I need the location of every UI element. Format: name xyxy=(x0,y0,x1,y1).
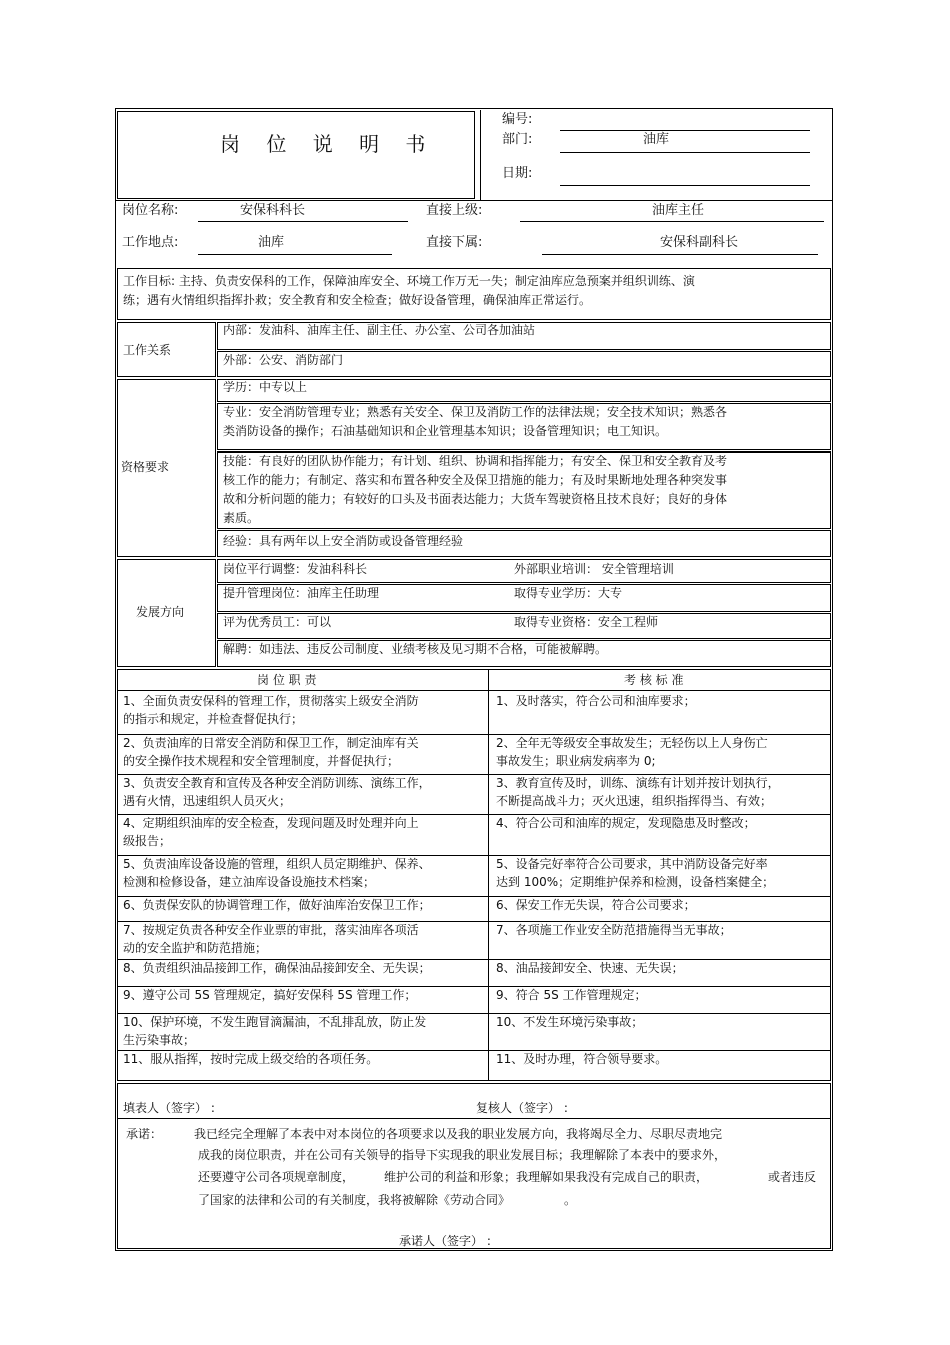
duty-cell-line: 级报告； xyxy=(123,834,172,848)
superior-field[interactable] xyxy=(520,221,824,222)
duty-cell-line: 遇有火情，迅速组织人员灭火； xyxy=(123,794,292,808)
external-training: 外部职业培训： 安全管理培训 xyxy=(514,562,674,576)
commitment-line-3c: 或者违反 xyxy=(768,1170,817,1184)
number-label: 编号: xyxy=(502,112,533,127)
standard-cell-line: 9、符合 5S 工作管理规定； xyxy=(496,988,647,1002)
superior-value: 油库主任 xyxy=(652,203,705,218)
standard-header: 考 核 标 准 xyxy=(624,673,684,687)
relations-internal: 内部：发油科、油库主任、副主任、办公室、公司各加油站 xyxy=(223,323,536,337)
dept-label: 部门: xyxy=(502,132,533,147)
standard-cell-line: 2、全年无等级安全事故发生；无轻伤以上人身伤亡 xyxy=(496,736,768,750)
relations-external: 外部：公安、消防部门 xyxy=(223,353,344,367)
duty-cell-line: 11、服从指挥，按时完成上级交给的各项任务。 xyxy=(123,1052,379,1066)
duty-cell-line: 1、全面负责安保科的管理工作，贯彻落实上级安全消防 xyxy=(123,694,419,708)
subordinate-value: 安保科副科长 xyxy=(660,235,739,250)
signature-section xyxy=(117,1083,831,1249)
position-label: 岗位名称: xyxy=(122,203,179,218)
superior-label: 直接上级: xyxy=(426,203,483,218)
qualifications-label: 资格要求 xyxy=(121,460,170,474)
duty-cell-line: 的安全操作技术规程和安全管理制度，并督促执行； xyxy=(123,754,400,768)
skills-line-3: 故和分析问题的能力；有较好的口头及书面表达能力；大货车驾驶资格且技术良好；良好的身体 xyxy=(223,492,728,506)
location-value: 油库 xyxy=(258,235,285,250)
commitment-line-4a: 了国家的法律和公司的有关制度，我将被解除《劳动合同》 xyxy=(198,1193,511,1207)
commitment-line-3b: 维护公司的利益和形象；我理解如果我没有完成自己的职责， xyxy=(384,1170,709,1184)
table-row-divider xyxy=(117,690,831,691)
location-field[interactable] xyxy=(198,254,392,255)
skills-line-4: 素质。 xyxy=(223,511,260,525)
committer-signature: 承诺人（签字） : xyxy=(399,1234,491,1248)
standard-cell-line: 1、及时落实，符合公司和油库要求； xyxy=(496,694,696,708)
standard-cell-line: 5、设备完好率符合公司要求，其中消防设备完好率 xyxy=(496,857,768,871)
commitment-line-2: 成我的岗位职责，并在公司有关领导的指导下实现我的职业发展目标；我理解除了本表中的要求外， xyxy=(198,1148,727,1162)
duty-cell-line: 7、按规定负责各种安全作业票的审批，落实油库各项活 xyxy=(123,923,419,937)
section-divider xyxy=(116,200,832,201)
duty-cell-line: 2、负责油库的日常安全消防和保卫工作，制定油库有关 xyxy=(123,736,419,750)
promotion: 提升管理岗位：油库主任助理 xyxy=(223,586,380,600)
duty-cell-line: 9、遵守公司 5S 管理规定，搞好安保科 5S 管理工作； xyxy=(123,988,417,1002)
dept-field[interactable] xyxy=(560,152,810,153)
duty-cell-line: 10、保护环境，不发生跑冒滴漏油，不乱排乱放，防止发 xyxy=(123,1015,427,1029)
header-divider xyxy=(480,110,481,200)
duty-cell-line: 5、负责油库设备设施的管理，组织人员定期维护、保养、 xyxy=(123,857,431,871)
commitment-line-4b: 。 xyxy=(564,1193,577,1207)
duty-cell-line: 6、负责保安队的协调管理工作，做好油库治安保卫工作； xyxy=(123,898,431,912)
duty-cell-line: 检测和检修设备，建立油库设备设施技术档案； xyxy=(123,875,376,889)
commitment-line-1: 我已经完全理解了本表中对本岗位的各项要求以及我的职业发展方向，我将竭尽全力、尽职尽责地完 xyxy=(194,1127,723,1141)
goal-line-1: 工作目标: 主持、负责安保科的工作，保障油库安全、环境工作万无一失；制定油库应急预案并组织训练、演 xyxy=(123,274,695,288)
degree: 取得专业学历：大专 xyxy=(514,586,623,600)
standard-cell-line: 8、油品接卸安全、快速、无失误； xyxy=(496,961,684,975)
standard-cell-line: 3、教育宣传及时，训练、演练有计划并按计划执行， xyxy=(496,776,780,790)
commitment-line-3a: 还要遵守公司各项规章制度， xyxy=(198,1170,355,1184)
signature-divider xyxy=(117,1118,831,1119)
lateral-move: 岗位平行调整：发油科科长 xyxy=(223,562,368,576)
experience: 经验：具有两年以上安全消防或设备管理经验 xyxy=(223,534,464,548)
number-field[interactable] xyxy=(560,130,810,131)
standard-cell-line: 事故发生；职业病发病率为 0; xyxy=(496,754,656,768)
award: 评为优秀员工：可以 xyxy=(223,615,332,629)
duty-cell-line: 生污染事故； xyxy=(123,1033,196,1047)
duty-header: 岗 位 职 责 xyxy=(257,673,317,687)
position-value: 安保科科长 xyxy=(240,203,306,218)
subordinate-field[interactable] xyxy=(542,254,818,255)
goal-line-2: 练；遇有火情组织指挥扑救；安全教育和安全检查；做好设备管理，确保油库正常运行。 xyxy=(123,293,592,307)
standard-cell-line: 达到 100%；定期维护保养和检测，设备档案健全； xyxy=(496,875,775,889)
standard-cell-line: 6、保安工作无失误，符合公司要求； xyxy=(496,898,696,912)
standard-cell-line: 不断提高战斗力；灭火迅速，组织指挥得当、有效； xyxy=(496,794,773,808)
duty-cell-line: 4、定期组织油库的安全检查，发现问题及时处理并向上 xyxy=(123,816,419,830)
skills-line-1: 技能：有良好的团队协作能力；有计划、组织、协调和指挥能力；有安全、保卫和安全教育及考 xyxy=(223,454,728,468)
subordinate-label: 直接下属: xyxy=(426,235,483,250)
education-cell xyxy=(217,379,831,402)
date-field[interactable] xyxy=(560,185,810,186)
location-label: 工作地点: xyxy=(122,235,179,250)
duty-cell-line: 8、负责组织油品接卸工作，确保油品接卸安全、无失误； xyxy=(123,961,431,975)
education: 学历：中专以上 xyxy=(223,380,308,394)
page-title: 岗 位 说 明 书 xyxy=(220,132,436,156)
dept-value: 油库 xyxy=(643,132,670,147)
standard-cell-line: 7、各项施工作业安全防范措施得当无事故； xyxy=(496,923,732,937)
position-field[interactable] xyxy=(198,221,408,222)
major-line-2: 类消防设备的操作；石油基础知识和企业管理基本知识；设备管理知识；电工知识。 xyxy=(223,424,668,438)
filler-signature: 填表人（签字） : xyxy=(123,1101,215,1115)
relations-label: 工作关系 xyxy=(123,343,172,357)
duties-column-divider xyxy=(488,669,489,1081)
commitment-label: 承诺： xyxy=(126,1127,163,1141)
standard-cell-line: 4、符合公司和油库的规定，发现隐患及时整改； xyxy=(496,816,756,830)
date-label: 日期: xyxy=(502,166,533,181)
certificate: 取得专业资格：安全工程师 xyxy=(514,615,659,629)
dismissal: 解聘：如违法、违反公司制度、业绩考核及见习期不合格，可能被解聘。 xyxy=(223,642,608,656)
development-label: 发展方向 xyxy=(136,605,185,619)
standard-cell-line: 10、不发生环境污染事故； xyxy=(496,1015,644,1029)
skills-line-2: 核工作的能力；有制定、落实和布置各种安全及保卫措施的能力；有及时果断地处理各种突发事 xyxy=(223,473,728,487)
reviewer-signature: 复核人（签字） : xyxy=(476,1101,568,1115)
duty-cell-line: 动的安全监护和防范措施； xyxy=(123,941,268,955)
standard-cell-line: 11、及时办理，符合领导要求。 xyxy=(496,1052,668,1066)
duty-cell-line: 的指示和规定，并检查督促执行； xyxy=(123,712,304,726)
duty-cell-line: 3、负责安全教育和宣传及各种安全消防训练、演练工作， xyxy=(123,776,431,790)
major-line-1: 专业：安全消防管理专业；熟悉有关安全、保卫及消防工作的法律法规；安全技术知识；熟悉各 xyxy=(223,405,728,419)
